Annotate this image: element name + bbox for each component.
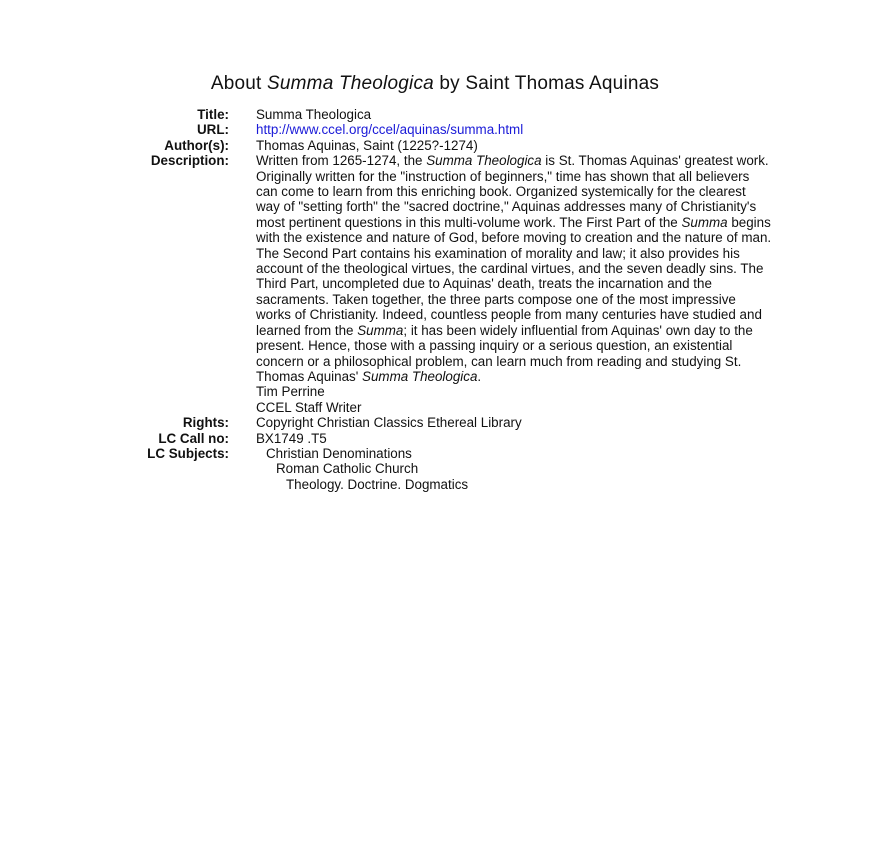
rights-value: Copyright Christian Classics Ethereal Library <box>256 415 522 431</box>
description-value <box>256 153 772 415</box>
description-italic-1: Summa Theologica <box>426 153 542 169</box>
metadata-table <box>100 107 772 492</box>
lc-call-label: LC Call no: <box>158 430 229 446</box>
url-row <box>100 122 772 137</box>
subject-level-3: Theology. Doctrine. Dogmatics <box>286 476 469 492</box>
title-label: Title: <box>197 107 229 122</box>
description-italic-2: Summa <box>681 214 728 230</box>
title-value: Summa Theologica <box>256 107 372 122</box>
authors-row <box>100 138 772 153</box>
lc-subjects-row <box>100 446 772 492</box>
page-title <box>0 73 870 95</box>
page-title-suffix: by Saint Thomas Aquinas <box>433 73 660 94</box>
description-label: Description: <box>150 153 229 169</box>
url-label: URL: <box>197 122 229 138</box>
description-row <box>100 153 772 415</box>
lc-subjects-label: LC Subjects: <box>147 445 229 461</box>
title-row <box>100 107 772 122</box>
lc-call-row <box>100 431 772 446</box>
authors-label: Author(s): <box>164 137 229 153</box>
page-title-work: Summa Theologica <box>267 73 434 94</box>
description-text-5: . <box>477 368 482 384</box>
description-text-1: Written from 1265-1274, the <box>256 153 427 169</box>
page-title-prefix: About <box>210 73 268 94</box>
description-italic-3: Summa <box>357 322 404 338</box>
rights-label: Rights: <box>182 415 229 431</box>
url-link[interactable]: http://www.ccel.org/ccel/aquinas/summa.html <box>256 122 524 138</box>
description-text-3: begins with the existence and nature of God, before moving to creation and the nature of man. The Second Part contains his examination of morality and law; it also provides his account of the theological virtues, the cardinal virtues, and the seven deadly sins. The Third Part, uncompleted due to Aquinas' death, treats the incarnation and the sacraments. Taken together, the three parts compose one of the most impressive works of Christianity. Indeed, countless people from many centuries have studied and learned from the <box>256 214 772 338</box>
signature-name: Tim Perrine <box>256 384 325 400</box>
rights-row <box>100 415 772 430</box>
lc-subjects-list <box>256 446 772 492</box>
subject-level-2: Roman Catholic Church <box>276 461 419 477</box>
lc-call-value: BX1749 .T5 <box>256 430 327 446</box>
description-text-4: ; it has been widely influential from Aquinas' own day to the present. Hence, those with a passing inquiry or a serious question, an existential concern or a philosophical problem, can learn much from reading and studying St. Thomas Aquinas' <box>256 322 753 384</box>
description-text-2: is St. Thomas Aquinas' greatest work. Originally written for the "instruction of beginners," time has shown that all believers can come to learn from this enriching book. Organized systemically for the clearest way of "setting forth" the "sacred doctrine," Aquinas addresses many of Christianity's most pertinent questions in this multi-volume work. The First Part of the <box>256 153 769 230</box>
signature-role: CCEL Staff Writer <box>256 399 362 415</box>
authors-value: Thomas Aquinas, Saint (1225?-1274) <box>256 137 478 153</box>
description-italic-4: Summa Theologica <box>362 368 478 384</box>
subject-level-1: Christian Denominations <box>266 445 412 461</box>
